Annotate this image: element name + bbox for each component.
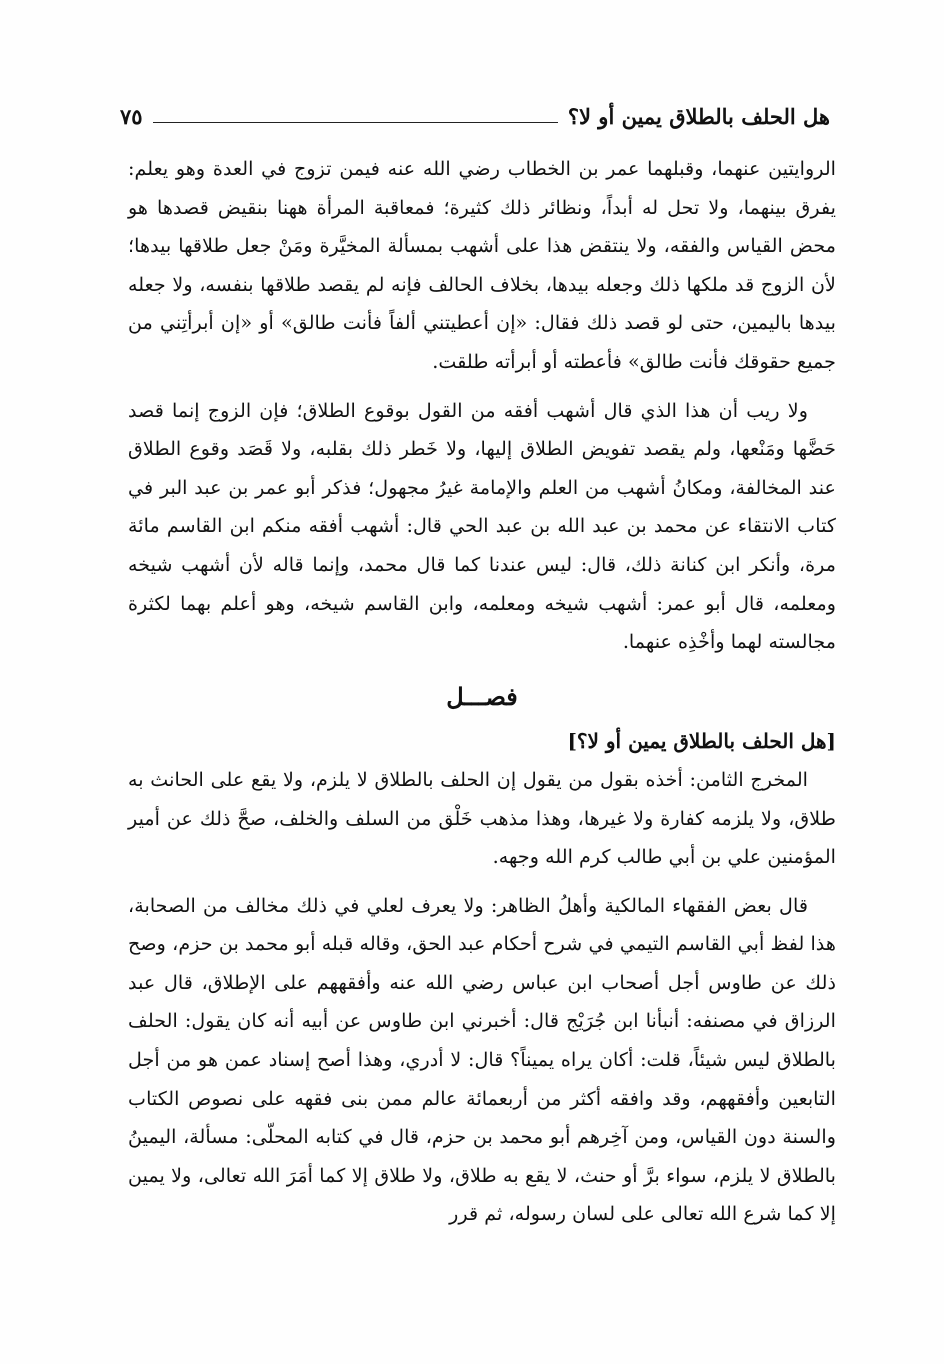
paragraph-2: ولا ريب أن هذا الذي قال أشهب أفقه من القول بوقوع الطلاق؛ فإن الزوج إنما قصد حَضَّها ومَنْعها، ولم يقصد تفويض الطلاق إليها، ولا خَطر ذلك بقلبه، ولا قَصَد وقوع الطلاق عند المخالفة، ومكانُ أشهب من العلم والإمامة غيرُ مجهول؛ فذكر أبو عمر بن عبد البر في كتاب الانتقاء عن محمد بن عبد الله بن عبد الحي قال: أشهب أفقه منكم ابن القاسم مائة مرة، وأنكر ابن كنانة ذلك، قال: ليس عندنا كما قال محمد، وإنما قاله لأن أشهب شيخه ومعلمه، قال أبو عمر: أشهب شيخه ومعلمه، وابن القاسم شيخه، وهو أعلم بهما لكثرة مجالسته لهما وأخْذِه عنهما. <box>128 398 836 654</box>
section-heading: فصـــل <box>446 681 518 711</box>
page-header <box>120 96 830 136</box>
paragraph-3: المخرج الثامن: أخذه بقول من يقول إن الحلف بالطلاق لا يلزم، ولا يقع على الحانث به طلاق، ولا يلزمه كفارة ولا غيرها، وهذا مذهب خَلْق من السلف والخلف، صحَّ ذلك عن أمير المؤمنين علي بن أبي طالب كرم الله وجهه. <box>128 767 836 869</box>
section-subheading: [هل الحلف بالطلاق يمين أو لا؟] <box>567 729 836 754</box>
header-rule <box>153 122 558 123</box>
body-text <box>128 150 836 1234</box>
running-title: هل الحلف بالطلاق يمين أو لا؟ <box>567 103 830 129</box>
paragraph-1: الروايتين عنهما، وقبلهما عمر بن الخطاب رضي الله عنه فيمن تزوج في العدة وهو يعلم: يفرق بينهما، ولا تحل له أبداً، ونظائر ذلك كثيرة؛ فمعاقبة المرأة ههنا بنقيض قصدها هو محض القياس والفقه، ولا ينتقض هذا على أشهب بمسألة المخيَّرة ومَنْ جعل طلاقها بيدها؛ لأن الزوج قد ملكها ذلك وجعله بيدها، بخلاف الحالف فإنه لم يقصد طلاقها بنفسه، ولا جعله بيدها باليمين، حتى لو قصد ذلك فقال: «إن أعطيتني ألفاً فأنت طالق» أو «إن أبرأتِني من جميع حقوقك فأنت طالق» فأعطته أو أبرأته طلقت. <box>128 157 836 373</box>
paragraph-4: قال بعض الفقهاء المالكية وأهلُ الظاهر: ولا يعرف لعلي في ذلك مخالف من الصحابة، هذا لفظ أبي القاسم التيمي في شرح أحكام عبد الحق، وقاله قبله أبو محمد بن حزم، وصح ذلك عن طاوس أجل أصحاب ابن عباس رضي الله عنه وأفقههم على الإطلاق، قال عبد الرزاق في مصنفه: أنبأنا ابن جُرَيْج قال: أخبرني ابن طاوس عن أبيه أنه كان يقول: الحلف بالطلاق ليس شيئاً، قلت: أكان يراه يميناً؟ قال: لا أدري، وهذا أصح إسناد عمن هو من أجل التابعين وأفقههم، وقد وافقه أكثر من أربعمائة عالم ممن بنى فقهه على نصوص الكتاب والسنة دون القياس، ومن آخِرهم أبو محمد بن حزم، قال في كتابه المحلّى: مسألة، اليمينُ بالطلاق لا يلزم، سواء برَّ أو حنث، لا يقع به طلاق، ولا طلاق إلا كما أمَرَ الله تعالى، ولا يمين إلا كما شرع الله تعالى على لسان رسوله، ثم قرر <box>128 893 836 1226</box>
page-number: ٧٥ <box>120 103 143 129</box>
